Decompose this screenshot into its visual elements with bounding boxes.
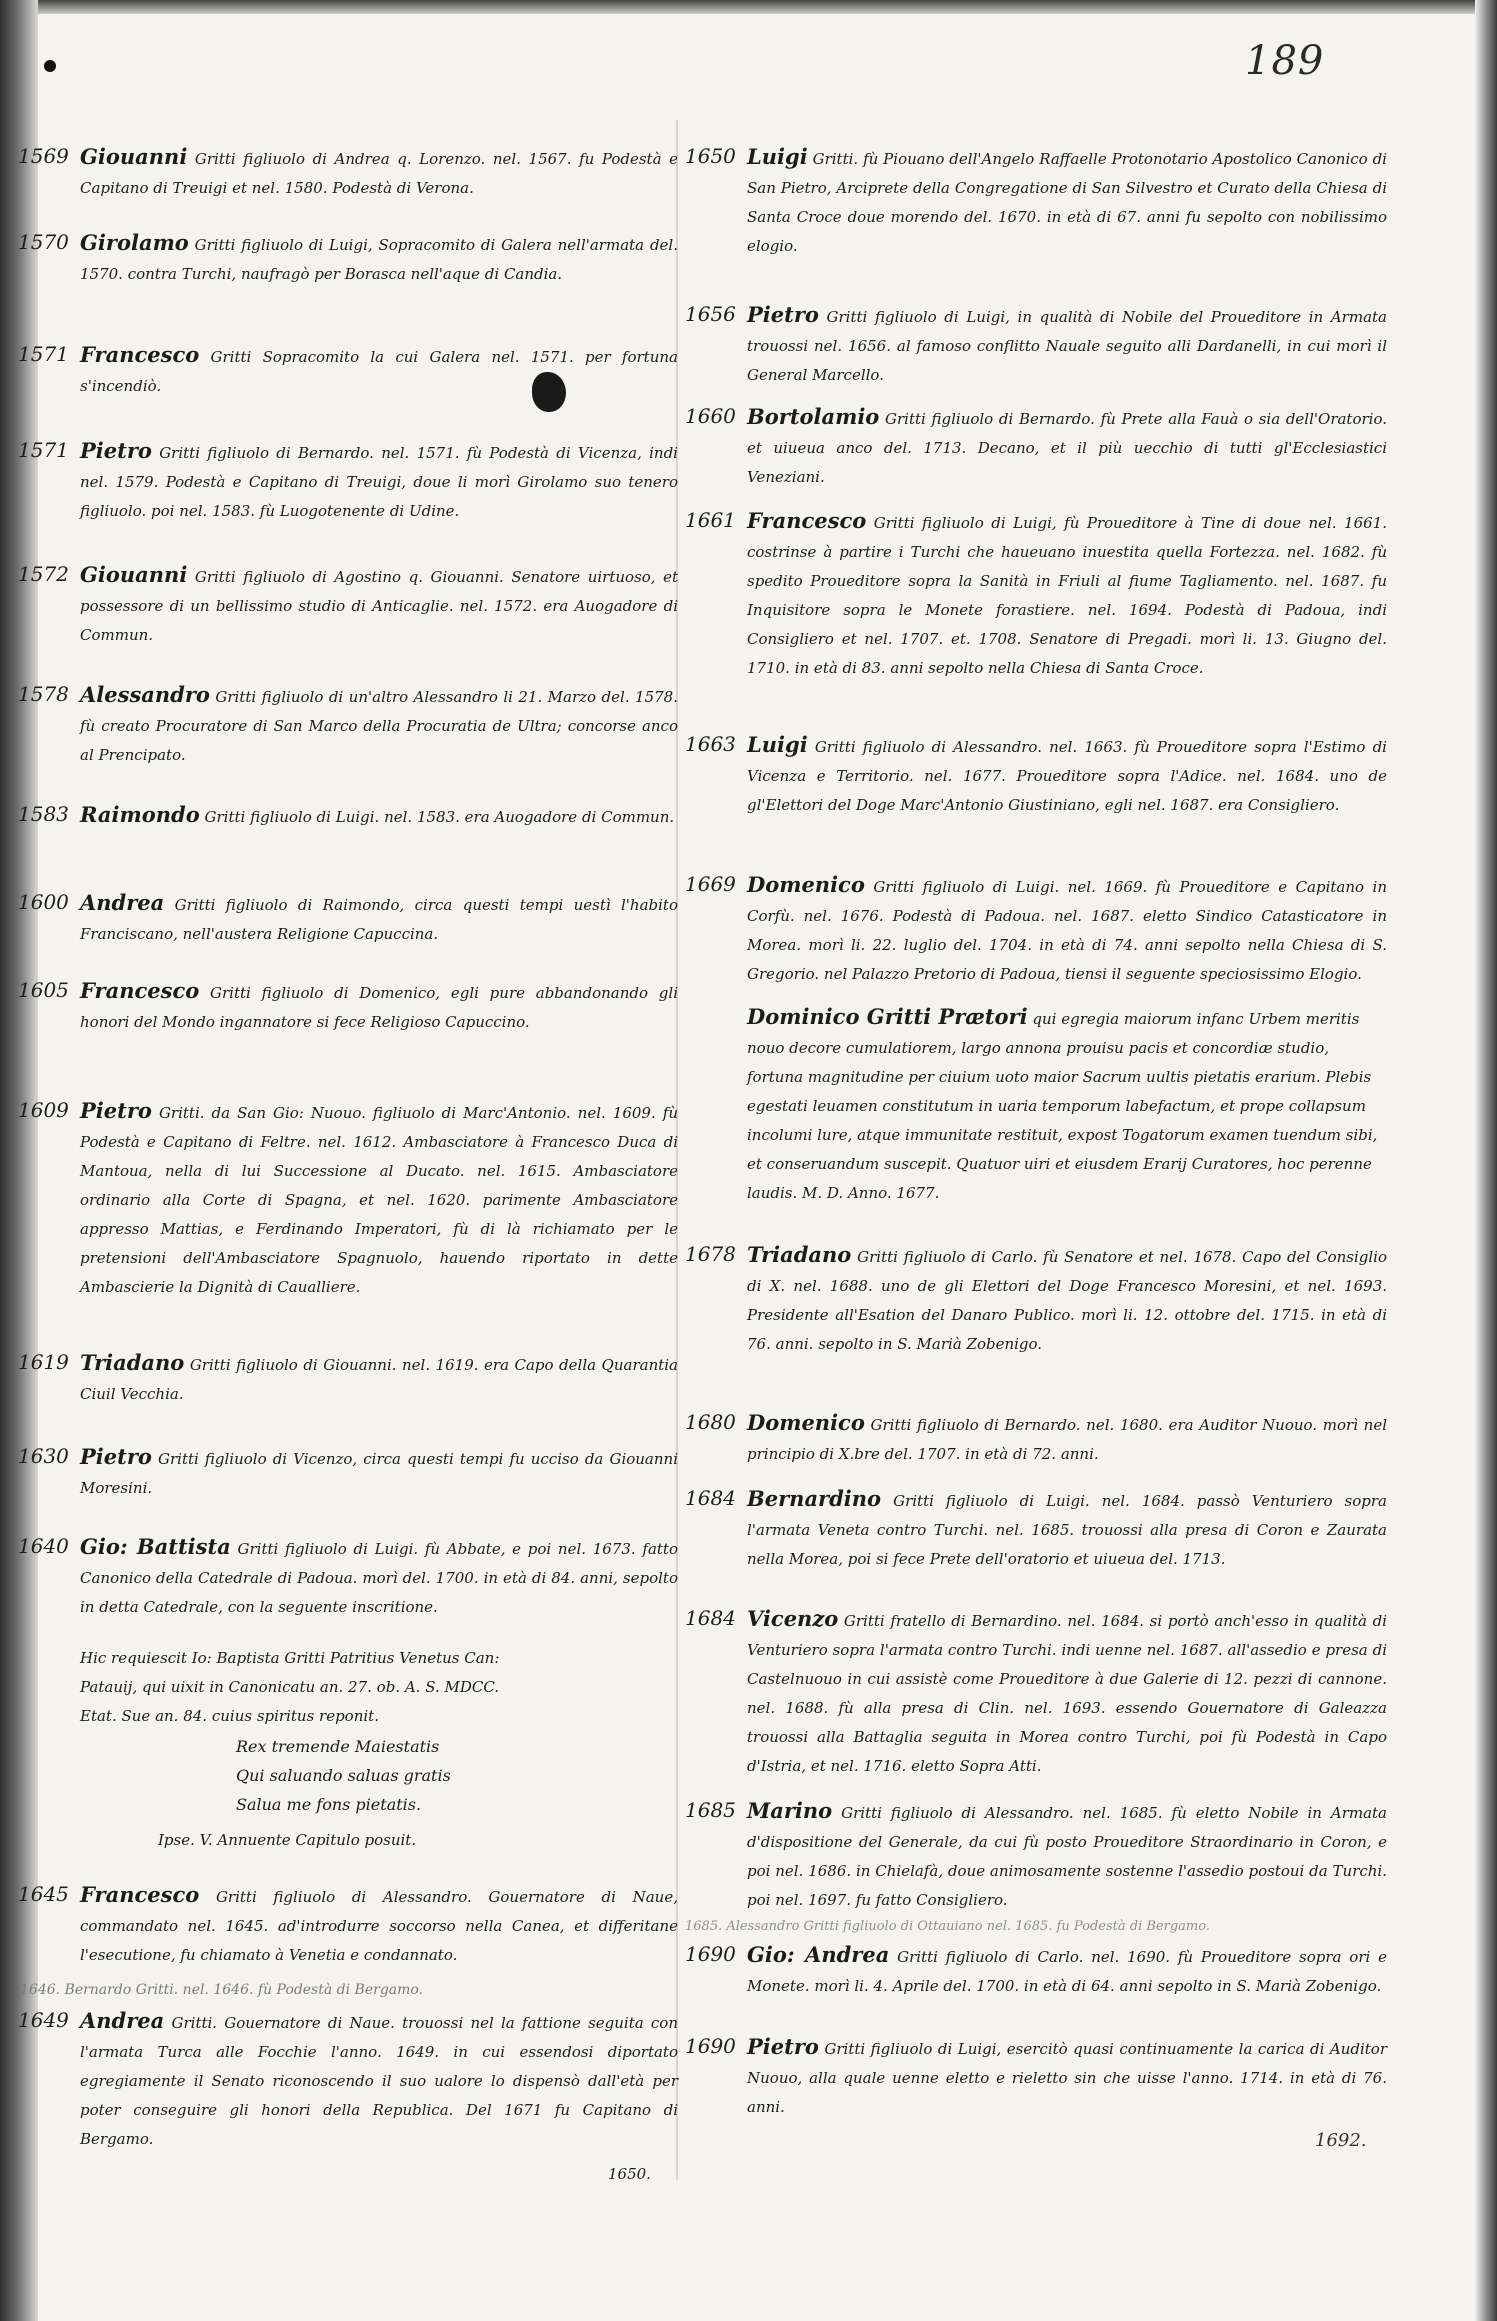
entry-text [80, 1532, 678, 1622]
entry-text [80, 1096, 678, 1302]
entry-year: 1572 [18, 562, 69, 586]
entry-name: Pietro [80, 438, 152, 463]
entry-year: 1570 [18, 230, 69, 254]
entry-year: 1660 [685, 404, 736, 428]
entry-name: Francesco [80, 342, 200, 367]
entry-text [80, 1880, 678, 1970]
entry-text [747, 870, 1387, 989]
entry-text [747, 2032, 1387, 2122]
entry-body: Gritti fratello di Bernardino. nel. 1684. si portò anch'esso in qualità di Venturiero sopra l'armata contro Turchi. indi uenne nel. 1687. all'assedio e presa di Castelnuouo in cui assistè come Proueditore à due Galerie di 12. pezzi di cannone. nel. 1688. fù alla presa di Clin. nel. 1693. essendo Gouernatore di Galeazza trouossi alla Battaglia seguita in Morea contro Turchi, poi fù Podestà in Capo d'Istria, et nel. 1716. eletto Sopra Atti. [747, 1612, 1387, 1775]
entry-body: Gritti figliuolo di Luigi. nel. 1669. fù Proueditore e Capitano in Corfù. nel. 1676. Podestà di Padoua. nel. 1687. eletto Sindico Catasticatore in Morea. morì li. 22. luglio del. 1704. in età di 74. anni sepolto nella Chiesa di S. Gregorio. nel Palazzo Pretorio di Padoua, tiensi il seguente speciosissimo Elogio. [747, 878, 1387, 983]
entry-year: 1569 [18, 144, 69, 168]
entry-name: Giouanni [80, 562, 188, 587]
entry-year: 1663 [685, 732, 736, 756]
entry-year: 1640 [18, 1534, 69, 1558]
entry-year: 1583 [18, 802, 69, 826]
entry-name: Pietro [80, 1444, 152, 1469]
entry-text [80, 976, 678, 1037]
entry-text [747, 506, 1387, 683]
entry-name: Triadano [747, 1242, 852, 1267]
entry-body: Gritti. da San Gio: Nuouo. figliuolo di Marc'Antonio. nel. 1609. fù Podestà e Capitano di Feltre. nel. 1612. Ambasciatore à Francesco Duca di Mantoua, nella di lui Successione al Ducato. nel. 1615. Ambasciatore ordinario alla Corte di Spagna, et nel. 1620. parimente Ambasciatore appresso Mattias, e Ferdinando Imperatori, fù di là richiamato per le pretensioni dell'Ambasciatore Spagnuolo, hauendo riportato in dette Ambascierie la Dignità di Caualliere. [80, 1104, 678, 1296]
entry-body: Gritti figliuolo di Vicenzo, circa questi tempi fu ucciso da Giouanni Moresini. [80, 1450, 678, 1497]
entry-text [80, 800, 678, 832]
entry-text [80, 1442, 678, 1503]
page-edge-right [1475, 0, 1497, 2321]
entry-body: Gritti figliuolo di Bernardo. fù Prete alla Fauà o sia dell'Oratorio. et uiueua anco del. 1713. Decano, et il più uecchio di tutti gl'Ecclesiastici Veneziani. [747, 410, 1387, 486]
entry-text [80, 436, 678, 526]
inscription-line: Hic requiescit Io: Baptista Gritti Patritius Venetus Can: [80, 1649, 500, 1667]
entry-text [80, 340, 678, 401]
entry-name: Pietro [747, 2034, 819, 2059]
page-edge-top [0, 0, 1497, 14]
corner-note: 1692. [1315, 2130, 1367, 2151]
entry-text [747, 1940, 1387, 2001]
entry-body: Gritti. fù Piouano dell'Angelo Raffaelle Protonotario Apostolico Canonico di San Pietro, Arciprete della Congregatione di San Silvestro et Curato della Chiesa di Santa Croce doue morendo del. 1670. in età di 67. anni fu sepolto con nobilissimo elogio. [747, 150, 1387, 255]
entry-year: 1690 [685, 1942, 736, 1966]
entry-year: 1571 [18, 438, 69, 462]
entry-year: 1650 [685, 144, 736, 168]
entry-body: Gritti figliuolo di Luigi. fù Abbate, e poi nel. 1673. fatto Canonico della Catedrale di Padoua. morì del. 1700. in età di 84. anni, sepolto in detta Catedrale, con la seguente inscritione. [80, 1540, 678, 1616]
entry-body: Gritti figliuolo di Luigi. nel. 1684. passò Venturiero sopra l'armata Veneta contro Turchi. nel. 1685. trouossi alla presa di Coron e Zaurata nella Morea, poi si fece Prete dell'oratorio et uiueua del. 1713. [747, 1492, 1387, 1568]
entry-year: 1578 [18, 682, 69, 706]
inscription-lines [80, 1644, 670, 1731]
entry-text [747, 300, 1387, 390]
entry-body: Gritti figliuolo di Luigi. nel. 1583. era Auogadore di Commun. [204, 808, 675, 826]
entry-name: Gio: Andrea [747, 1942, 890, 1967]
entry-year: 1619 [18, 1350, 69, 1374]
entry-name: Francesco [747, 508, 867, 533]
inscription-line: Patauij, qui uixit in Canonicatu an. 27. ob. A. S. MDCC. [80, 1678, 500, 1696]
entry-body: Gritti figliuolo di Andrea q. Lorenzo. nel. 1567. fu Podestà e Capitano di Treuigi et nel. 1580. Podestà di Verona. [80, 150, 678, 197]
entry-text [80, 228, 678, 289]
entry-text [80, 680, 678, 770]
ink-dot-mark [44, 60, 56, 72]
entry-year: 1630 [18, 1444, 69, 1468]
entry-text [747, 1604, 1387, 1781]
entry-body: Gritti figliuolo di Carlo. nel. 1690. fù Proueditore sopra ori e Monete. morì li. 4. Aprile del. 1700. in età di 64. anni sepolto in S. Marià Zobenigo. [747, 1948, 1387, 1995]
entry-year: 1680 [685, 1410, 736, 1434]
inscription-closing: Ipse. V. Annuente Capitulo posuit. [158, 1831, 417, 1849]
entry-name: Bortolamio [747, 404, 880, 429]
entry-year: 1684 [685, 1486, 736, 1510]
entry-text [747, 1796, 1387, 1915]
entry-year: 1684 [685, 1606, 736, 1630]
entry-text [747, 402, 1387, 492]
entry-body: Gritti figliuolo di Domenico, egli pure abbandonando gli honori del Mondo ingannatore si fece Religioso Capuccino. [80, 984, 678, 1031]
entry-name: Luigi [747, 144, 808, 169]
entry-name: Francesco [80, 978, 200, 1003]
entry-name: Triadano [80, 1350, 185, 1375]
entry-text [80, 888, 678, 949]
entry-name: Pietro [80, 1098, 152, 1123]
entry-text [747, 142, 1387, 261]
entry-name: Bernardino [747, 1486, 882, 1511]
entry-year: 1669 [685, 872, 736, 896]
entry-year: 1609 [18, 1098, 69, 1122]
entry-text [747, 1240, 1387, 1359]
entry-year: 1645 [18, 1882, 69, 1906]
entry-body: Gritti figliuolo di Giouanni. nel. 1619. era Capo della Quarantia Ciuil Vecchia. [80, 1356, 678, 1403]
inscription-verse [236, 1732, 451, 1819]
entry-body: Gritti figliuolo di Raimondo, circa questi tempi uestì l'habito Franciscano, nell'austera Religione Capuccina. [80, 896, 678, 943]
marker-1650: 1650. [608, 2165, 651, 2183]
entry-name: Domenico [747, 1410, 865, 1435]
entry-body: Gritti figliuolo di Luigi, in qualità di Nobile del Proueditore in Armata trouossi nel. 1656. al famoso conflitto Nauale seguito alli Dardanelli, in cui morì il General Marcello. [747, 308, 1387, 384]
entry-text [747, 1484, 1387, 1574]
elogio-heading: Dominico Gritti Prætori [747, 1004, 1028, 1029]
entry-text [80, 142, 678, 203]
entry-text [80, 560, 678, 650]
entry-name: Luigi [747, 732, 808, 757]
entry-name: Girolamo [80, 230, 189, 255]
entry-year: 1685 [685, 1798, 736, 1822]
entry-year: 1571 [18, 342, 69, 366]
verse-line: Rex tremende Maiestatis [236, 1737, 440, 1756]
entry-body: Gritti figliuolo di Agostino q. Giouanni. Senatore uirtuoso, et possessore di un bellissimo studio di Anticaglie. nel. 1572. era Auogadore di Commun. [80, 568, 679, 644]
inscription-line: Etat. Sue an. 84. cuius spiritus reponit. [80, 1707, 379, 1725]
entry-name: Vicenzo [747, 1606, 839, 1631]
entry-year: 1649 [18, 2008, 69, 2032]
entry-name: Alessandro [80, 682, 210, 707]
entry-body: Gritti figliuolo di Luigi, Sopracomito di Galera nell'armata del. 1570. contra Turchi, naufragò per Borasca nell'aque di Candia. [80, 236, 678, 283]
entry-year: 1678 [685, 1242, 736, 1266]
note-1685-alessandro: 1685. Alessandro Gritti figliuolo di Ottauiano nel. 1685. fu Podestà di Bergamo. [685, 1919, 1210, 1934]
entry-name: Giouanni [80, 144, 188, 169]
entry-body: Gritti figliuolo di Alessandro. nel. 1685. fù eletto Nobile in Armata d'dispositione del Generale, da cui fù posto Proueditore Straordinario in Coron, e poi nel. 1686. in Chielafà, doue animosamente sostenne l'assedio postoui da Turchi. poi nel. 1697. fu fatto Consigliero. [747, 1804, 1387, 1909]
verse-line: Qui saluando saluas gratis [236, 1766, 451, 1785]
entry-body: Gritti figliuolo di Alessandro. nel. 1663. fù Proueditore sopra l'Estimo di Vicenza e Territorio. nel. 1677. Proueditore sopra l'Adice. nel. 1684. uno de gl'Elettori del Doge Marc'Antonio Giustiniano, egli nel. 1687. era Consigliero. [747, 738, 1387, 814]
verse-line: Salua me fons pietatis. [236, 1795, 422, 1814]
entry-name: Francesco [80, 1882, 200, 1907]
entry-year: 1656 [685, 302, 736, 326]
entry-name: Marino [747, 1798, 833, 1823]
entry-name: Raimondo [80, 802, 200, 827]
elogio-block [747, 1002, 1387, 1208]
entry-name: Andrea [80, 890, 165, 915]
entry-year: 1600 [18, 890, 69, 914]
entry-name: Gio: Battista [80, 1534, 231, 1559]
entry-name: Pietro [747, 302, 819, 327]
entry-body: Gritti figliuolo di Bernardo. nel. 1571. fù Podestà di Vicenza, indi nel. 1579. Podestà e Capitano di Treuigi, doue li morì Girolamo suo tenero figliuolo. poi nel. 1583. fù Luogotenente di Udine. [80, 444, 678, 520]
note-1646-bernardo: 1646. Bernardo Gritti. nel. 1646. fù Podestà di Bergamo. [20, 1982, 424, 1998]
entry-text [747, 730, 1387, 820]
entry-body: Gritti figliuolo di Bernardo. nel. 1680. era Auditor Nuouo. morì nel principio di X.bre del. 1707. in età di 72. anni. [747, 1416, 1387, 1463]
entry-text [80, 2006, 678, 2154]
entry-body: Gritti figliuolo di Carlo. fù Senatore et nel. 1678. Capo del Consiglio di X. nel. 1688. uno de gli Elettori del Doge Francesco Moresini, et nel. 1693. Presidente all'Esation del Danaro Publico. morì li. 12. ottobre del. 1715. in età di 76. anni. sepolto in S. Marià Zobenigo. [747, 1248, 1387, 1353]
entry-body: Gritti Sopracomito la cui Galera nel. 1571. per fortuna s'incendiò. [80, 348, 678, 395]
entry-body: Gritti. Gouernatore di Naue. trouossi nel la fattione seguita con l'armata Turca alle Focchie l'anno. 1649. in cui essendosi diportato egregiamente il Senato riconoscendo il suo ualore lo dispensò dall'età per poter conseguire gli honori della Republica. Del 1671 fu Capitano di Bergamo. [80, 2014, 678, 2148]
entry-name: Domenico [747, 872, 865, 897]
entry-body: Gritti figliuolo di Luigi, fù Proueditore à Tine di doue nel. 1661. costrinse à partire i Turchi che haueuano inuestita quella Fortezza. nel. 1682. fù spedito Proueditore sopra la Sanità in Friuli al fiume Tagliamento. nel. 1687. fu Inquisitore sopra le Monete forastiere. nel. 1694. Podestà di Padoua, indi Consigliero et nel. 1707. et. 1708. Senatore di Pregadi. morì li. 13. Giugno del. 1710. in età di 83. anni sepolto nella Chiesa di Santa Croce. [747, 514, 1387, 677]
entry-year: 1690 [685, 2034, 736, 2058]
page-number: 189 [1245, 38, 1325, 84]
entry-body: Gritti figliuolo di Alessandro. Gouernatore di Naue, commandato nel. 1645. ad'introdurre soccorso nella Canea, et differitane l'esecutione, fu chiamato à Venetia e condannato. [80, 1888, 678, 1964]
entry-name: Andrea [80, 2008, 165, 2033]
entry-body: Gritti figliuolo di Luigi, esercitò quasi continuamente la carica di Auditor Nuouo, alla quale uenne eletto e rieletto sin che uisse l'anno. 1714. in età di 76. anni. [747, 2040, 1387, 2116]
entry-text [80, 1348, 678, 1409]
entry-body: Gritti figliuolo di un'altro Alessandro li 21. Marzo del. 1578. fù creato Procuratore di San Marco della Procuratia de Ultra; concorse anco al Prencipato. [80, 688, 678, 764]
entry-text [747, 1408, 1387, 1469]
elogio-text: qui egregia maiorum infanc Urbem meritis nouo decore cumulatiorem, largo annona prouisu pacis et concordiæ studio, fortuna magnitudine per ciuium uoto maior Sacrum uultis pietatis erarium. Plebis egestati leuamen constitutum in uaria temporum labefactum, et prope collapsum incolumi lure, atque immunitate restituit, expost Togatorum examen tuendum sibi, et conseruandum suscepit. Quatuor uiri et eiusdem Erarij Curatores, hoc perenne laudis. M. D. Anno. 1677. [747, 1010, 1378, 1202]
entry-year: 1605 [18, 978, 69, 1002]
entry-year: 1661 [685, 508, 736, 532]
